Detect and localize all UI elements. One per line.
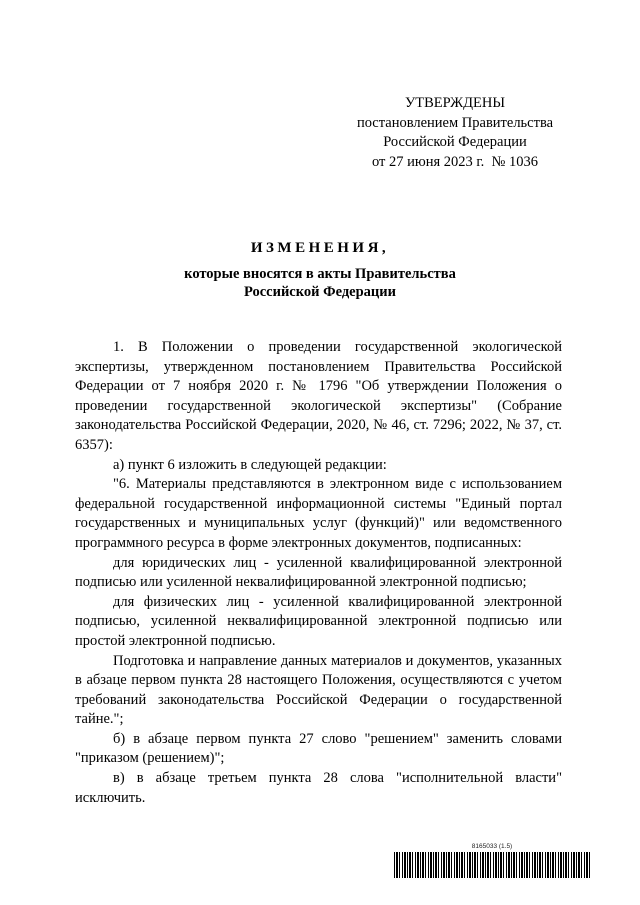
paragraph: для физических лиц - усиленной квалифицированной электронной подписью, усиленной неквалифицированной электронной подписью или простой электронной подписью. (75, 593, 562, 649)
approval-line-2: постановлением Правительства (356, 114, 554, 131)
paragraph: а) пункт 6 изложить в следующей редакции: (113, 456, 387, 473)
paragraph: 1. В Положении о проведении государственной экологической экспертизы, утвержденном постановлением Правительства Российской Федерации от 7 ноября 2020 г. № 1796 "Об утверждении Положения о проведении государственной экологической экспертизы" (Собрание законодательства Российской Федерации, 2020, № 46, ст. 7296; 2022, № 37, ст. 6357): (75, 339, 562, 453)
approval-line-4: от 27 июня 2023 г. № 1036 (371, 153, 539, 170)
document-subtitle (0, 265, 640, 301)
approval-stamp (330, 94, 580, 172)
approval-line-3: Российской Федерации (383, 134, 527, 150)
paragraph: для юридических лиц - усиленной квалифицированной электронной подписью или усиленной неквалифицированной электронной подписью; (75, 554, 562, 591)
paragraph: "6. Материалы представляются в электронном виде с использованием федеральной государственной информационной системы "Единый портал государственных и муниципальных услуг (функций)" или ведомственного программного ресурса в форме электронных документов, подписанных: (75, 476, 562, 551)
document-body (75, 338, 562, 808)
subtitle-line-2: Российской Федерации (243, 284, 396, 300)
barcode-icon (394, 852, 590, 878)
approval-line-1: УТВЕРЖДЕНЫ (404, 95, 506, 111)
document-code: 8165033 (1.5) (471, 843, 513, 850)
paragraph: б) в абзаце первом пункта 27 слово "решением" заменить словами "приказом (решением)"; (75, 730, 562, 767)
document-title: ИЗМЕНЕНИЯ, (250, 240, 390, 256)
document-footer (394, 843, 590, 878)
paragraph: Подготовка и направление данных материалов и документов, указанных в абзаце первом пункта 28 настоящего Положения, осуществляются с учетом требований законодательства Российской Федерации о государственной тайне."; (75, 652, 562, 728)
paragraph: в) в абзаце третьем пункта 28 слова "исполнительной власти" исключить. (75, 770, 562, 806)
subtitle-line-1: которые вносятся в акты Правительства (184, 266, 456, 282)
